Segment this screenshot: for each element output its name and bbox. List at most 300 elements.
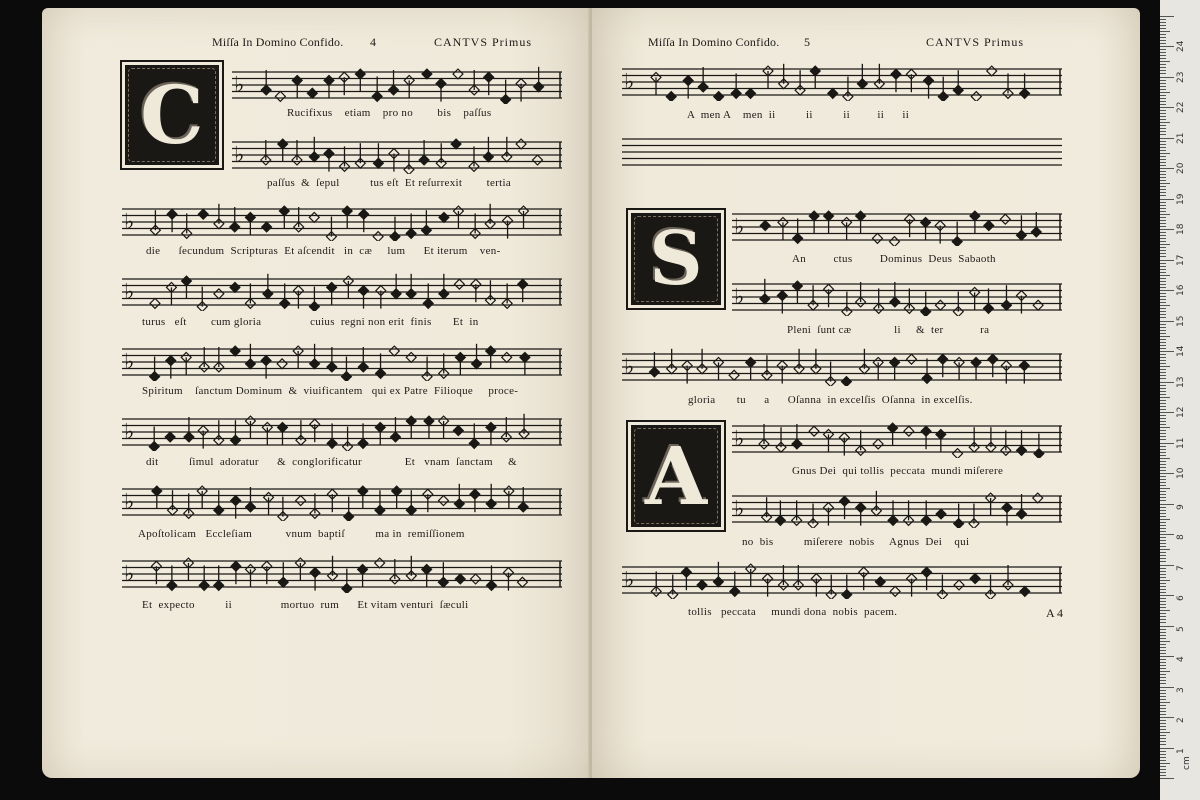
svg-text:♭: ♭ — [124, 562, 135, 587]
ruler-tick — [1160, 455, 1166, 456]
ruler-tick — [1160, 339, 1166, 340]
ruler-tick — [1160, 443, 1174, 444]
ruler-tick — [1160, 473, 1174, 474]
ruler-tick — [1160, 598, 1166, 599]
ruler-tick — [1160, 705, 1166, 706]
staff-5 — [122, 343, 562, 381]
right-page-number: 5 — [804, 35, 811, 49]
ruler-tick — [1160, 507, 1166, 508]
lyric-line-11: Pleni ſunt cæ li & ter ra — [787, 324, 990, 336]
staff-svg — [622, 133, 1062, 171]
ruler-tick — [1160, 317, 1166, 318]
ruler-tick — [1160, 247, 1166, 248]
ruler-tick — [1160, 766, 1166, 767]
ruler-tick — [1160, 244, 1170, 245]
ruler-tick — [1160, 199, 1174, 200]
ruler-tick — [1160, 430, 1166, 431]
ruler-tick — [1160, 397, 1170, 398]
ruler-tick — [1160, 647, 1166, 648]
ruler-tick — [1160, 607, 1166, 608]
ruler-tick — [1160, 729, 1166, 730]
ruler-tick — [1160, 153, 1170, 154]
ruler-tick — [1160, 296, 1166, 297]
ruler-tick — [1160, 131, 1166, 132]
ruler-tick — [1160, 336, 1170, 337]
ruler-tick — [1160, 250, 1166, 251]
ruler-tick — [1160, 732, 1170, 733]
ruler-tick — [1160, 772, 1166, 773]
ruler-tick — [1160, 327, 1166, 328]
svg-text:♭: ♭ — [124, 350, 135, 375]
ruler-number: 15 — [1176, 315, 1186, 327]
ruler-tick — [1160, 28, 1166, 29]
ruler-tick — [1160, 369, 1166, 370]
ruler-tick — [1160, 171, 1166, 172]
ruler-tick — [1160, 714, 1166, 715]
lyric-line-15: tollis peccata mundi dona nobis pacem. — [688, 606, 898, 618]
svg-text:♭: ♭ — [124, 280, 135, 305]
svg-text:♭: ♭ — [124, 210, 135, 235]
ruler-tick — [1160, 665, 1166, 666]
staff-svg — [122, 483, 562, 521]
decorated-initial-s — [626, 208, 726, 310]
ruler-tick — [1160, 141, 1166, 142]
ruler-unit: cm — [1182, 756, 1192, 770]
ruler-tick — [1160, 378, 1166, 379]
ruler-tick — [1160, 19, 1166, 20]
ruler-tick — [1160, 754, 1166, 755]
ruler-tick — [1160, 403, 1166, 404]
ruler-tick — [1160, 107, 1174, 108]
ruler-tick — [1160, 446, 1166, 447]
ruler-tick — [1160, 680, 1166, 681]
ruler-tick — [1160, 622, 1166, 623]
ruler-tick — [1160, 192, 1166, 193]
lyric-line-10: An ctus Dominus Deus Sabaoth — [792, 253, 996, 265]
ruler-tick — [1160, 372, 1166, 373]
ruler-tick — [1160, 619, 1166, 620]
ruler-number: 11 — [1176, 437, 1186, 449]
svg-text:♭: ♭ — [624, 568, 635, 593]
ruler-tick — [1160, 363, 1166, 364]
ruler-tick — [1160, 467, 1166, 468]
ruler-tick — [1160, 275, 1170, 276]
ruler-number: 20 — [1176, 162, 1186, 174]
ruler-tick — [1160, 668, 1166, 669]
initial-flourish — [634, 428, 718, 524]
decorated-initial-c — [120, 60, 224, 170]
ruler-tick — [1160, 400, 1166, 401]
ruler-tick — [1160, 110, 1166, 111]
ruler-tick — [1160, 687, 1174, 688]
ruler-tick — [1160, 616, 1166, 617]
ruler-tick — [1160, 744, 1166, 745]
ruler-tick — [1160, 226, 1166, 227]
ruler-tick — [1160, 61, 1170, 62]
ruler-tick — [1160, 580, 1170, 581]
ruler-tick — [1160, 388, 1166, 389]
lyric-line-8: Et expecto ii mortuo rum Et vitam venturi ſæculi — [142, 599, 469, 611]
ruler-tick — [1160, 223, 1166, 224]
ruler-tick — [1160, 635, 1166, 636]
ruler-tick — [1160, 433, 1166, 434]
initial-letter: A — [644, 429, 708, 523]
ruler-tick — [1160, 528, 1166, 529]
ruler-tick — [1160, 726, 1166, 727]
ruler-tick — [1160, 375, 1166, 376]
svg-text:♭: ♭ — [234, 73, 245, 98]
ruler-tick — [1160, 723, 1166, 724]
ruler-tick — [1160, 134, 1166, 135]
staff-svg — [122, 555, 562, 593]
ruler-tick — [1160, 516, 1166, 517]
ruler-number: 13 — [1176, 376, 1186, 388]
ruler-tick — [1160, 195, 1166, 196]
ruler-tick — [1160, 202, 1166, 203]
ruler-tick — [1160, 748, 1174, 749]
ruler-tick — [1160, 241, 1166, 242]
ruler-tick — [1160, 138, 1174, 139]
open-book — [42, 8, 1154, 778]
ruler-tick — [1160, 595, 1174, 596]
ruler-tick — [1160, 34, 1166, 35]
svg-text:♭: ♭ — [734, 215, 745, 240]
ruler-tick — [1160, 565, 1174, 566]
ruler-tick — [1160, 552, 1166, 553]
staff-7 — [122, 483, 562, 521]
initial-flourish — [128, 68, 216, 162]
ruler-tick — [1160, 31, 1170, 32]
svg-text:♭: ♭ — [734, 285, 745, 310]
staff-3 — [122, 203, 562, 241]
ruler-tick — [1160, 778, 1174, 779]
ruler-tick — [1160, 510, 1166, 511]
staff-svg — [732, 208, 1062, 246]
ruler-number: 19 — [1176, 193, 1186, 205]
ruler-tick — [1160, 278, 1166, 279]
ruler-tick — [1160, 235, 1166, 236]
right-voice-label: CANTVS Primus — [926, 35, 1025, 49]
initial-letter: C — [140, 68, 204, 162]
ruler-tick — [1160, 147, 1166, 148]
ruler-tick — [1160, 95, 1166, 96]
ruler-number: 3 — [1176, 686, 1186, 693]
ruler-number: 10 — [1176, 467, 1186, 479]
lyric-line-7: Apoſtolicam Eccleſiam vnum baptiſ ma in remiſſionem — [138, 528, 465, 540]
svg-text:♭: ♭ — [734, 427, 745, 452]
ruler-tick — [1160, 165, 1166, 166]
ruler-tick — [1160, 424, 1166, 425]
ruler-tick — [1160, 757, 1166, 758]
signature-mark: A 4 — [1046, 606, 1064, 620]
ruler-tick — [1160, 699, 1166, 700]
ruler-tick — [1160, 324, 1166, 325]
staff-1 — [232, 66, 562, 104]
ruler-tick — [1160, 626, 1174, 627]
ruler-tick — [1160, 741, 1166, 742]
ruler-tick — [1160, 101, 1166, 102]
ruler-tick — [1160, 269, 1166, 270]
lyric-line-13: Gnus Dei qui tollis peccata mundi miſerere — [792, 465, 1004, 477]
ruler-tick — [1160, 738, 1166, 739]
ruler-tick — [1160, 98, 1166, 99]
lyric-line-12: gloria tu a Oſanna in excelſis Oſanna in excelſis. — [688, 394, 973, 406]
ruler-tick — [1160, 760, 1166, 761]
ruler-tick — [1160, 272, 1166, 273]
ruler-tick — [1160, 421, 1166, 422]
ruler-tick — [1160, 73, 1166, 74]
ruler-tick — [1160, 214, 1170, 215]
ruler-tick — [1160, 351, 1174, 352]
ruler-tick — [1160, 577, 1166, 578]
ruler-tick — [1160, 436, 1166, 437]
ruler-tick — [1160, 769, 1166, 770]
ruler-tick — [1160, 119, 1166, 120]
ruler-tick — [1160, 671, 1170, 672]
lyric-line-5: Spiritum ſanctum Dominum & viuificantem qui ex Patre Filioque proce- — [142, 385, 519, 397]
ruler-tick — [1160, 229, 1174, 230]
svg-text:♭: ♭ — [124, 420, 135, 445]
initial-flourish — [634, 216, 718, 302]
ruler-number: 6 — [1176, 595, 1186, 601]
ruler-tick — [1160, 683, 1166, 684]
ruler-tick — [1160, 220, 1166, 221]
ruler-tick — [1160, 58, 1166, 59]
ruler-tick — [1160, 287, 1166, 288]
ruler-tick — [1160, 52, 1166, 53]
staff-svg — [732, 278, 1062, 316]
ruler-number: 16 — [1176, 284, 1186, 296]
ruler-tick — [1160, 183, 1170, 184]
ruler-tick — [1160, 561, 1166, 562]
ruler-tick — [1160, 293, 1166, 294]
ruler-tick — [1160, 186, 1166, 187]
ruler-tick — [1160, 217, 1166, 218]
ruler-tick — [1160, 409, 1166, 410]
staff-svg — [622, 348, 1062, 386]
staff-svg — [732, 420, 1062, 458]
ruler-tick — [1160, 89, 1166, 90]
ruler-tick — [1160, 49, 1166, 50]
staff-svg — [122, 343, 562, 381]
ruler-tick — [1160, 263, 1166, 264]
ruler-tick — [1160, 650, 1166, 651]
ruler-tick — [1160, 290, 1174, 291]
staff-2 — [232, 136, 562, 174]
ruler-tick — [1160, 37, 1166, 38]
ruler-tick — [1160, 122, 1170, 123]
ruler-number: 5 — [1176, 625, 1186, 632]
ruler-tick — [1160, 25, 1166, 26]
ruler-tick — [1160, 662, 1166, 663]
empty-staff — [622, 133, 1062, 171]
decorated-initial-a — [626, 420, 726, 532]
ruler-tick — [1160, 80, 1166, 81]
ruler-tick — [1160, 568, 1166, 569]
ruler-tick — [1160, 439, 1166, 440]
ruler-tick — [1160, 458, 1170, 459]
ruler-tick — [1160, 717, 1174, 718]
ruler-number: 21 — [1176, 132, 1186, 144]
ruler-tick — [1160, 159, 1166, 160]
ruler-tick — [1160, 345, 1166, 346]
ruler-tick — [1160, 83, 1166, 84]
left-voice-label: CANTVS Primus — [434, 35, 533, 49]
staff-11 — [732, 278, 1062, 316]
ruler-tick — [1160, 522, 1166, 523]
staff-13 — [732, 420, 1062, 458]
lyric-line-1: Rucifixus etiam pro no bis paſſus — [287, 107, 492, 119]
staff-9 — [622, 63, 1062, 101]
ruler-tick — [1160, 461, 1166, 462]
ruler-tick — [1160, 537, 1166, 538]
ruler-tick — [1160, 586, 1166, 587]
ruler-tick — [1160, 189, 1166, 190]
ruler-tick — [1160, 629, 1166, 630]
ruler-tick — [1160, 333, 1166, 334]
ruler-number: 18 — [1176, 223, 1186, 235]
ruler-tick — [1160, 775, 1166, 776]
ruler-tick — [1160, 708, 1166, 709]
ruler-tick — [1160, 46, 1174, 47]
ruler-tick — [1160, 659, 1166, 660]
svg-text:♭: ♭ — [734, 497, 745, 522]
ruler-tick — [1160, 488, 1170, 489]
ruler-number: 4 — [1176, 656, 1186, 662]
staff-svg — [232, 66, 562, 104]
lyric-line-4: turus eſt cum gloria cuius regni non erit finis Et in — [142, 316, 479, 328]
ruler-tick — [1160, 555, 1166, 556]
measuring-ruler — [1160, 0, 1200, 800]
ruler-tick — [1160, 64, 1166, 65]
svg-text:♭: ♭ — [624, 355, 635, 380]
ruler-tick — [1160, 604, 1166, 605]
right-header-title: Miſſa In Domino Confido. — [648, 35, 780, 49]
ruler-tick — [1160, 314, 1166, 315]
lyric-line-9: A men A men ii ii ii ii ii — [687, 109, 910, 121]
ruler-tick — [1160, 116, 1166, 117]
ruler-tick — [1160, 693, 1166, 694]
ruler-tick — [1160, 531, 1166, 532]
lyric-line-3: die ſecundum Scripturas Et aſcendit in cæ lum Et iterum ven- — [146, 245, 501, 257]
ruler-tick — [1160, 513, 1166, 514]
ruler-tick — [1160, 394, 1166, 395]
ruler-tick — [1160, 504, 1174, 505]
ruler-tick — [1160, 144, 1166, 145]
ruler-tick — [1160, 601, 1166, 602]
staff-svg — [232, 136, 562, 174]
right-page — [592, 8, 1140, 778]
ruler-tick — [1160, 641, 1170, 642]
ruler-tick — [1160, 656, 1174, 657]
ruler-tick — [1160, 546, 1166, 547]
staff-svg — [622, 63, 1062, 101]
staff-svg — [732, 490, 1062, 528]
ruler-tick — [1160, 491, 1166, 492]
ruler-tick — [1160, 470, 1166, 471]
ruler-tick — [1160, 571, 1166, 572]
ruler-tick — [1160, 711, 1166, 712]
ruler-tick — [1160, 494, 1166, 495]
ruler-tick — [1160, 412, 1174, 413]
ruler-tick — [1160, 211, 1166, 212]
ruler-tick — [1160, 452, 1166, 453]
ruler-tick — [1160, 113, 1166, 114]
ruler-tick — [1160, 690, 1166, 691]
ruler-tick — [1160, 205, 1166, 206]
ruler-number: 23 — [1176, 71, 1186, 83]
ruler-tick — [1160, 574, 1166, 575]
ruler-tick — [1160, 40, 1166, 41]
ruler-tick — [1160, 497, 1166, 498]
ruler-tick — [1160, 22, 1166, 23]
ruler-tick — [1160, 610, 1170, 611]
ruler-tick — [1160, 632, 1166, 633]
ruler-tick — [1160, 696, 1166, 697]
ruler-tick — [1160, 67, 1166, 68]
ruler-tick — [1160, 168, 1174, 169]
ruler-tick — [1160, 232, 1166, 233]
ruler-tick — [1160, 354, 1166, 355]
ruler-tick — [1160, 418, 1166, 419]
ruler-tick — [1160, 479, 1166, 480]
ruler-number: 14 — [1176, 345, 1186, 357]
ruler-tick — [1160, 485, 1166, 486]
staff-6 — [122, 413, 562, 451]
ruler-number: 12 — [1176, 406, 1186, 418]
ruler-tick — [1160, 677, 1166, 678]
ruler-tick — [1160, 427, 1170, 428]
staff-10 — [732, 208, 1062, 246]
ruler-tick — [1160, 558, 1166, 559]
ruler-tick — [1160, 720, 1166, 721]
ruler-tick — [1160, 311, 1166, 312]
ruler-tick — [1160, 308, 1166, 309]
left-page-number: 4 — [370, 35, 377, 49]
ruler-tick — [1160, 348, 1166, 349]
staff-4 — [122, 273, 562, 311]
ruler-tick — [1160, 385, 1166, 386]
ruler-tick — [1160, 482, 1166, 483]
ruler-tick — [1160, 321, 1174, 322]
ruler-tick — [1160, 180, 1166, 181]
ruler-number: 7 — [1176, 564, 1186, 571]
ruler-tick — [1160, 150, 1166, 151]
svg-text:♭: ♭ — [124, 490, 135, 515]
ruler-tick — [1160, 589, 1166, 590]
ruler-tick — [1160, 415, 1166, 416]
ruler-tick — [1160, 128, 1166, 129]
staff-15 — [622, 561, 1062, 599]
ruler-tick — [1160, 519, 1170, 520]
staff-svg — [122, 273, 562, 311]
ruler-tick — [1160, 260, 1174, 261]
ruler-tick — [1160, 735, 1166, 736]
ruler-number: 22 — [1176, 101, 1186, 113]
ruler-tick — [1160, 16, 1174, 17]
ruler-tick — [1160, 357, 1166, 358]
ruler-tick — [1160, 342, 1166, 343]
ruler-tick — [1160, 70, 1166, 71]
ruler-tick — [1160, 525, 1166, 526]
ruler-tick — [1160, 256, 1166, 257]
ruler-tick — [1160, 281, 1166, 282]
ruler-tick — [1160, 549, 1170, 550]
ruler-number: 8 — [1176, 534, 1186, 540]
ruler-tick — [1160, 500, 1166, 501]
ruler-tick — [1160, 613, 1166, 614]
ruler-tick — [1160, 391, 1166, 392]
